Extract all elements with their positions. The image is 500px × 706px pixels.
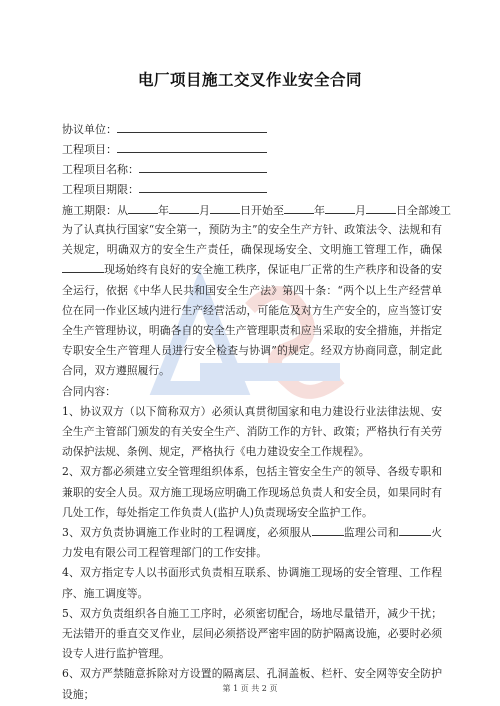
party-blank [117,121,267,133]
clause-3: 3、双方负责协调施工作业时的工程调度，必须服从 监理公司和 火力发电有限公司工程管理部门的工作安排。 [62,526,443,560]
page-footer: 第 1 页 共 2 页 [222,684,278,693]
party-field: 协议单位： [62,121,267,138]
project-blank [117,141,267,153]
project-field: 工程项目： [62,141,267,158]
clause-5: 5、双方负责组织各自施工工序时，必须密切配合，场地尽量错开，减少干扰；无法错开的垂直交叉作业，层间必须搭设严密牢固的防护隔离设施，必要时必须设专人进行监护管理。 [62,606,442,661]
project-term-blank [139,181,267,193]
clause-4: 4、双方指定专人以书面形式负责相互联系、协调施工现场的安全管理、工作程序、施工调度等。 [62,566,442,600]
clause-2: 2、双方都必须建立安全管理组织体系，包括主管安全生产的领导、各级专职和兼职的安全人员。双方施工现场应明确工作现场总负责人和安全员，如果同时有几处工作，每处指定工作负责人(监护人)负责现场安全监护工作。 [62,465,442,519]
clause-1: 1、协议双方（以下简称双方）必须认真贯彻国家和电力建设行业法律法规、安全生产主管部门颁发的有关安全生产、消防工作的方针、政策；严格执行有关劳动保护法规、条例、规定，严格执行《电力建设安全工作规程》。 [62,404,442,459]
project-name-field: 工程项目名称： [62,161,267,178]
document-title: 电厂项目施工交叉作业安全合同 [137,70,362,89]
project-name-blank [139,161,267,173]
construction-period: 施工期限：从 年 月 日开始至 年 月 日全部竣工 [62,204,451,217]
contents-label: 合同内容： [62,384,116,398]
clause-6: 6、双方严禁随意拆除对方设置的隔离层、孔洞盖板、栏杆、安全网等安全防护设施； [62,667,442,701]
intro-paragraph: 为了认真执行国家“安全第一，预防为主”的安全生产方针、政策法令、法规和有关规定，明确双方的安全生产责任，确保现场安全、文明施工管理工作，确保现场始终有良好的安全施工秩序，保证电厂正常的生产秩序和设备的安全运行，依据《中华人民共和国安全生产法》第四十条：“两个以上生产经营单位在同一作业区域内进行生产经营活动，可能危及对方生产安全的，应当签订安全生产管理协议，明确各自的安全生产管理职责和应当采取的安全措施，并指定专职安全生产管理人员进行安全检查与协调”的规定。经双方协商同意，制定此合同，双方遵照履行。 [62,223,442,378]
contract-body [62,220,442,705]
project-term-field: 工程项目期限： [62,181,267,198]
